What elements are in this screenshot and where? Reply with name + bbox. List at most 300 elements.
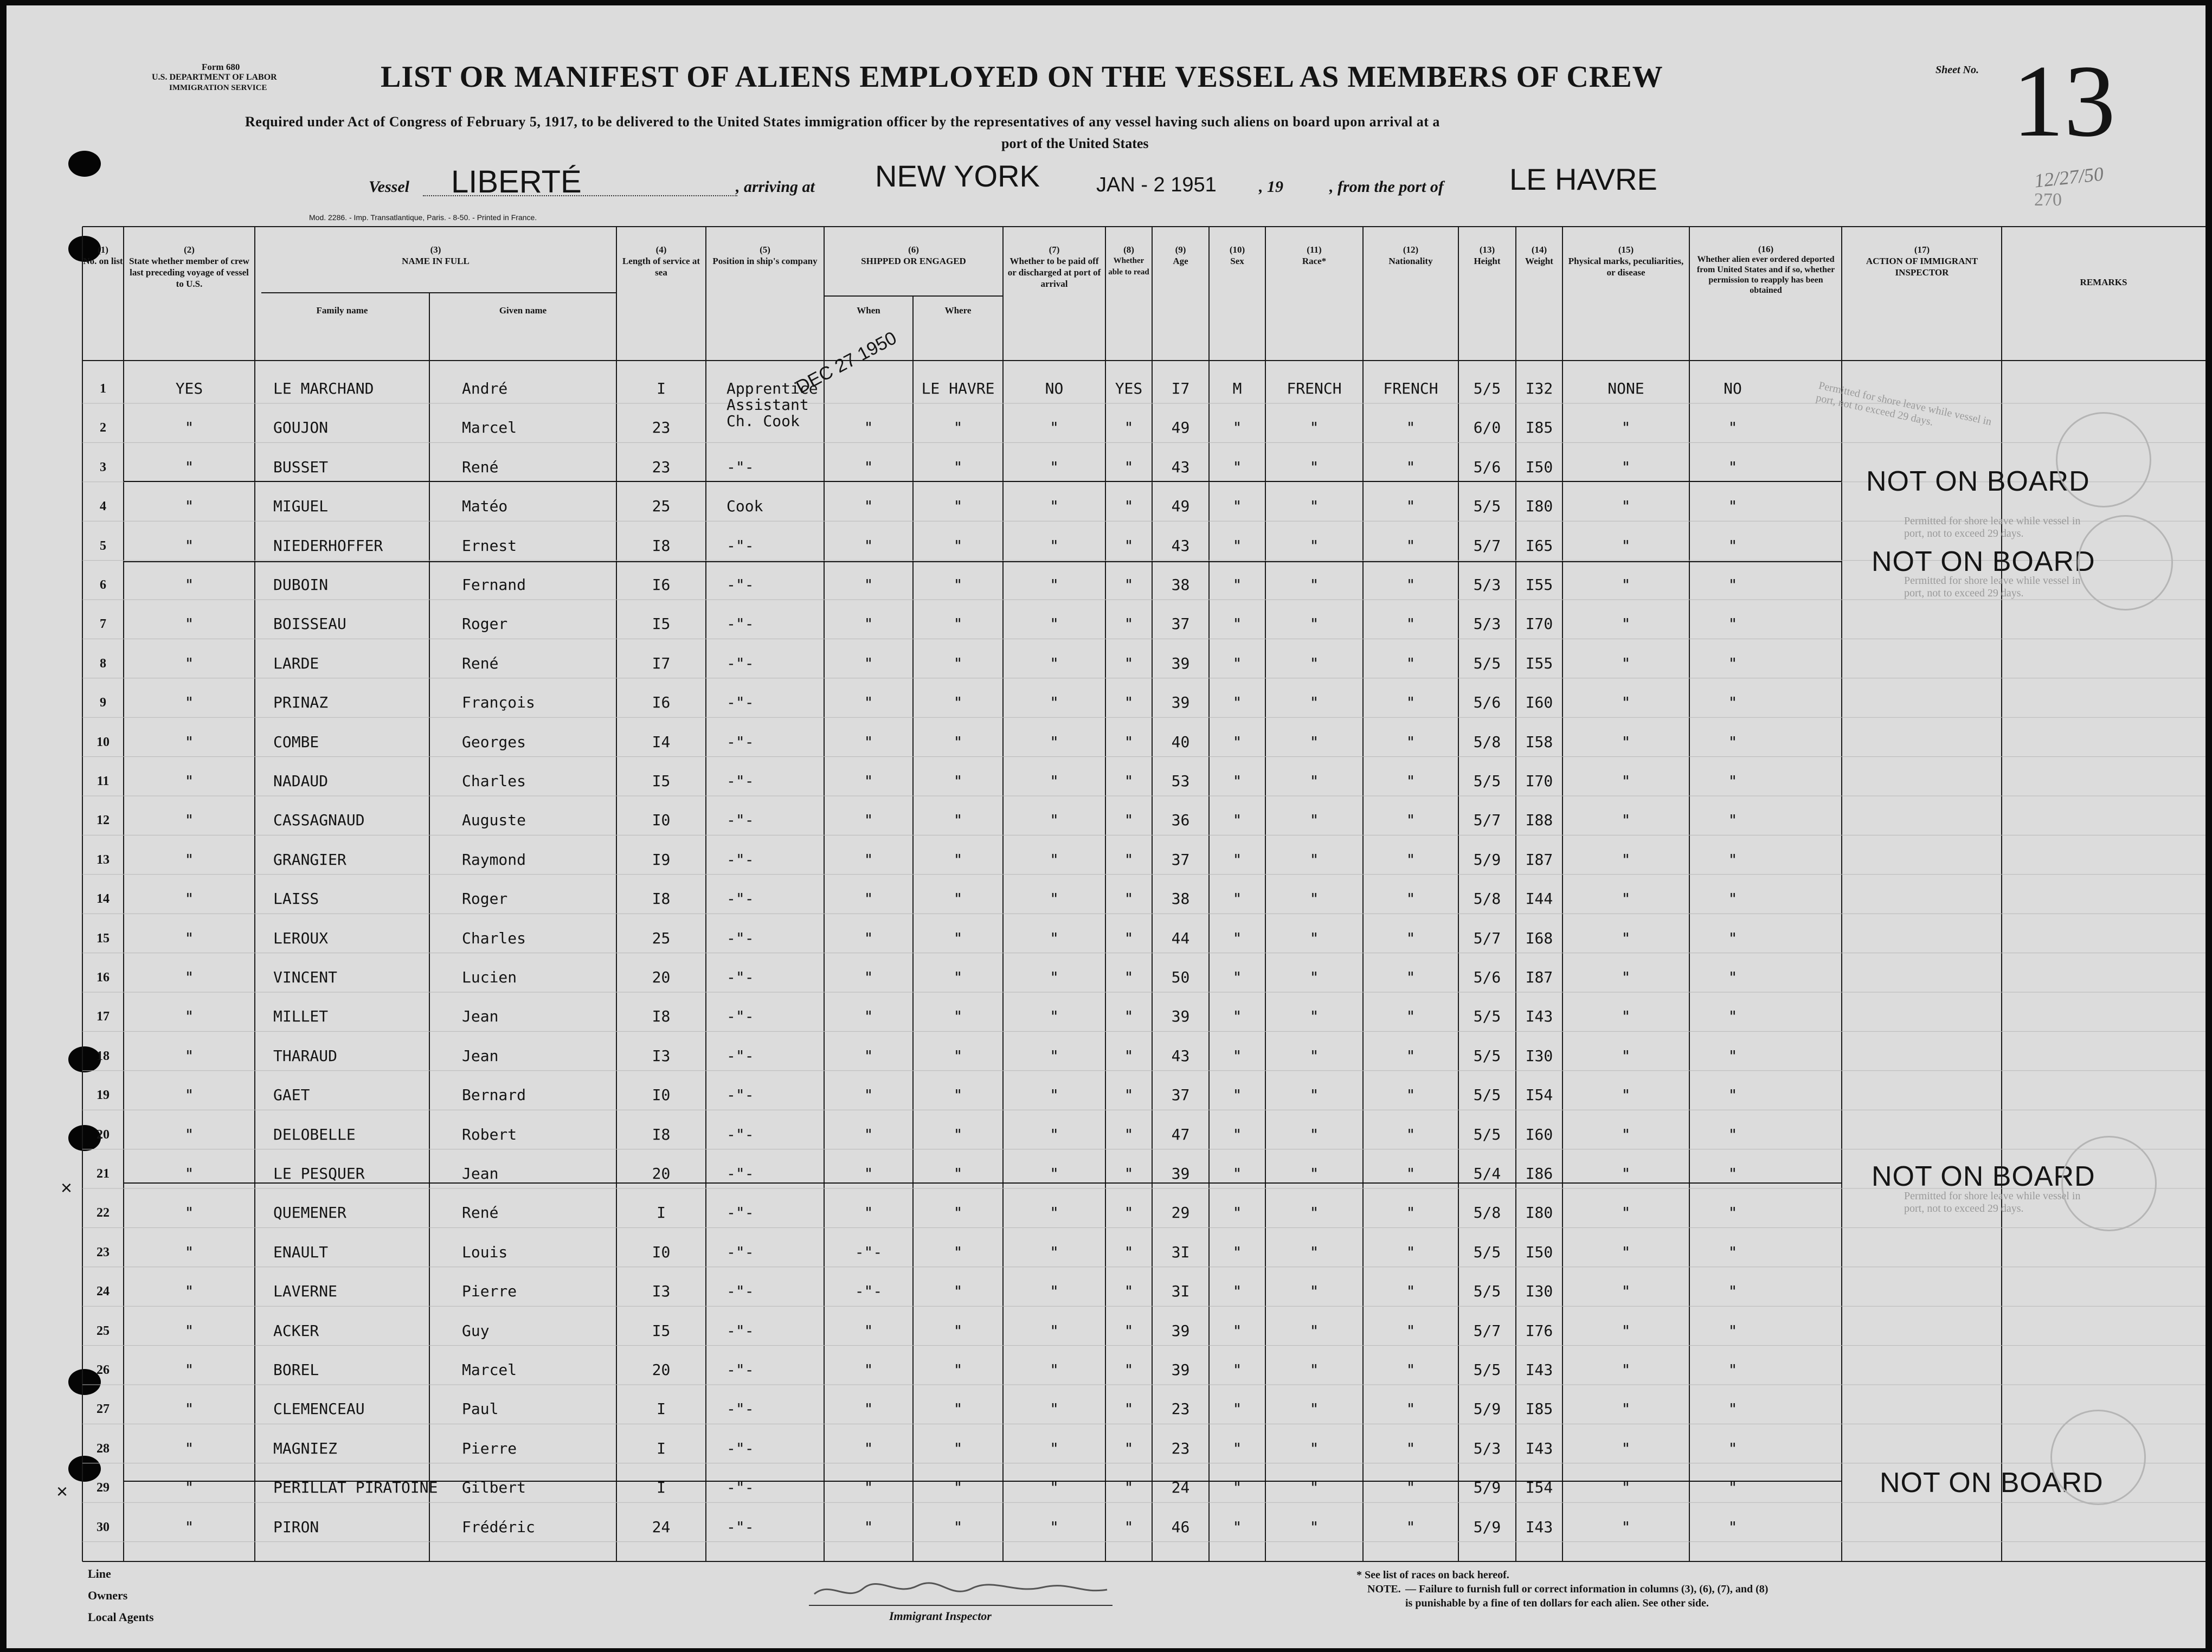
cell-given-name: Jean (462, 1046, 499, 1065)
cell-service-length: 20 (652, 1165, 671, 1182)
cell-deported: " (1728, 1046, 1738, 1065)
inspector-signature (809, 1578, 1113, 1606)
cell-shipped-when: " (864, 1518, 873, 1536)
cell-given-name: Charles (462, 929, 526, 947)
cell-shipped-where: " (953, 1046, 963, 1065)
cell-deported: " (1728, 654, 1738, 672)
cell-family-name: DUBOIN (273, 576, 329, 594)
cell-crew-member: " (184, 772, 194, 790)
cell-service-length: I5 (652, 772, 671, 790)
cell-sex: " (1232, 1165, 1242, 1182)
cell-deported: " (1728, 1243, 1738, 1261)
cell-shipped-when: -"- (854, 1243, 883, 1261)
col-header-paid-off: (7) Whether to be paid off or discharged at port of arrival (1007, 245, 1101, 289)
cell-family-name: PIRON (273, 1518, 319, 1536)
cell-deported: " (1728, 772, 1738, 790)
cell-service-length: I0 (652, 1243, 671, 1261)
row-number: 6 (100, 578, 106, 592)
cell-deported: " (1728, 1282, 1738, 1301)
cell-sex: " (1232, 654, 1242, 672)
cell-physical-marks: " (1621, 1518, 1631, 1536)
cell-race: " (1309, 576, 1319, 594)
sheet-number: 13 (2012, 44, 2115, 158)
cell-shipped-where: " (953, 811, 963, 830)
cell-sex: " (1232, 1007, 1242, 1026)
cell-age: 39 (1171, 1321, 1190, 1340)
cell-family-name: LE MARCHAND (273, 380, 374, 397)
cell-given-name: Frédéric (462, 1518, 535, 1536)
cell-shipped-when: " (864, 458, 873, 476)
cell-given-name: René (462, 1204, 499, 1222)
cell-paid-off: " (1050, 458, 1059, 476)
cell-deported: " (1728, 1125, 1738, 1143)
cell-family-name: ENAULT (273, 1243, 329, 1261)
col-header-race: (11) Race* (1302, 245, 1327, 266)
cell-race: " (1309, 693, 1319, 712)
footer-line-label: Line (88, 1567, 111, 1580)
cell-crew-member: " (184, 576, 194, 594)
cell-paid-off: " (1050, 654, 1059, 672)
cell-shipped-where: " (953, 1125, 963, 1143)
cell-position: -"- (726, 772, 754, 790)
cell-crew-member: " (184, 890, 194, 908)
cell-deported: " (1728, 497, 1738, 516)
cell-age: 29 (1171, 1204, 1190, 1222)
cell-deported: " (1728, 1400, 1738, 1418)
cell-age: 50 (1171, 968, 1190, 986)
cell-shipped-where: " (953, 890, 963, 908)
cell-shipped-when: " (864, 811, 873, 830)
row-number: 26 (97, 1363, 110, 1377)
cell-crew-member: " (184, 968, 194, 986)
note-text-2: is punishable by a fine of ten dollars for each alien. See other side. (1405, 1597, 1709, 1609)
cell-family-name: MIGUEL (273, 497, 329, 516)
cell-weight: I50 (1525, 458, 1553, 476)
cell-age: 39 (1171, 654, 1190, 672)
cell-weight: I87 (1525, 850, 1553, 869)
cell-nationality: " (1406, 1518, 1416, 1536)
cell-able-to-read: " (1124, 850, 1134, 869)
cell-nationality: " (1406, 929, 1416, 947)
cell-race: " (1309, 419, 1319, 437)
cell-given-name: Jean (462, 1007, 499, 1026)
cell-shipped-when: " (864, 693, 873, 712)
seal-circle-3 (2061, 1136, 2157, 1231)
cell-paid-off: " (1050, 419, 1059, 437)
cell-shipped-where: " (953, 929, 963, 947)
cell-crew-member: " (184, 1165, 194, 1182)
cell-shipped-when: " (864, 1361, 873, 1379)
cell-shipped-when: " (864, 1007, 873, 1026)
cell-physical-marks: " (1621, 536, 1631, 555)
cell-able-to-read: " (1124, 890, 1134, 908)
cell-shipped-where: " (953, 1086, 963, 1104)
cell-able-to-read: " (1124, 1165, 1134, 1182)
vessel-label: Vessel (369, 178, 409, 196)
cell-height: 5/5 (1473, 1007, 1501, 1026)
cell-height: 5/3 (1473, 615, 1501, 633)
row-number: 12 (97, 813, 110, 828)
cell-service-length: I (657, 1479, 666, 1497)
cell-race: " (1309, 654, 1319, 672)
cell-weight: I87 (1525, 968, 1553, 986)
col-header-family: Family name (316, 305, 368, 316)
col-header-service: (4) Length of service at sea (622, 245, 700, 278)
row-number: 1 (100, 382, 106, 396)
signature-scrawl (809, 1578, 1113, 1605)
cell-weight: I44 (1525, 890, 1553, 908)
cell-service-length: I7 (652, 654, 671, 672)
cell-position: Apprentice (726, 380, 818, 397)
cell-paid-off: " (1050, 536, 1059, 555)
cell-paid-off: " (1050, 968, 1059, 986)
cell-nationality: " (1406, 1321, 1416, 1340)
cell-nationality: " (1406, 1204, 1416, 1222)
cell-weight: I85 (1525, 419, 1553, 437)
arriving-port: NEW YORK (875, 159, 1040, 193)
cell-able-to-read: " (1124, 1204, 1134, 1222)
cell-deported: " (1728, 419, 1738, 437)
cell-age: 39 (1171, 693, 1190, 712)
cell-race: " (1309, 929, 1319, 947)
cell-race: " (1309, 890, 1319, 908)
cell-deported: " (1728, 1204, 1738, 1222)
cell-race: " (1309, 1400, 1319, 1418)
row-number: 17 (97, 1010, 110, 1024)
cell-crew-member: YES (175, 380, 203, 397)
cell-shipped-where: " (953, 1518, 963, 1536)
row-number: 7 (100, 617, 106, 632)
cell-physical-marks: " (1621, 576, 1631, 594)
footer-agents-label: Local Agents (88, 1610, 154, 1624)
form-subtitle-2: port of the United States (1001, 136, 1149, 151)
cell-shipped-where: " (953, 1400, 963, 1418)
cell-age: 40 (1171, 732, 1190, 751)
cell-physical-marks: " (1621, 615, 1631, 633)
cell-service-length: I0 (652, 811, 671, 830)
not-on-board-stamp-3: NOT ON BOARD (1872, 1161, 2095, 1192)
cell-paid-off: " (1050, 890, 1059, 908)
cell-given-name: Roger (462, 615, 508, 633)
cell-position: -"- (726, 1165, 754, 1182)
sheet-label: Sheet No. (1935, 64, 1979, 76)
cell-family-name: GRANGIER (273, 850, 346, 869)
cell-family-name: NADAUD (273, 772, 329, 790)
cell-paid-off: " (1050, 1439, 1059, 1457)
cell-race: " (1309, 1243, 1319, 1261)
cell-height: 5/9 (1473, 1479, 1501, 1497)
cell-deported: " (1728, 929, 1738, 947)
cell-shipped-where: " (953, 1479, 963, 1497)
cell-physical-marks: " (1621, 1321, 1631, 1340)
cell-shipped-where: " (953, 693, 963, 712)
cell-age: 43 (1171, 536, 1190, 555)
cell-service-length: I6 (652, 693, 671, 712)
cell-family-name: LARDE (273, 654, 319, 672)
cell-weight: I88 (1525, 811, 1553, 830)
col-header-crew: (2) State whether member of crew last preceding voyage of vessel to U.S. (129, 245, 249, 289)
row-number: 2 (100, 421, 106, 435)
cell-age: I7 (1171, 380, 1190, 397)
col-header-read: (8) Whether able to read (1108, 245, 1149, 277)
cell-given-name: Louis (462, 1243, 508, 1261)
cell-crew-member: " (184, 615, 194, 633)
cell-position: -"- (726, 850, 754, 869)
note-label: NOTE. (1367, 1583, 1401, 1595)
col-header-age: (9) Age (1173, 245, 1188, 266)
cell-family-name: QUEMENER (273, 1204, 346, 1222)
row-number: 30 (97, 1520, 110, 1534)
cell-service-length: I5 (652, 1321, 671, 1340)
cell-height: 5/6 (1473, 968, 1501, 986)
shore-leave-stamp-2: Permitted for shore leave while vessel in port, not to exceed 29 days. (1904, 515, 2081, 539)
cell-height: 5/5 (1473, 1243, 1501, 1261)
cell-age: 46 (1171, 1518, 1190, 1536)
footer-owners-label: Owners (88, 1589, 128, 1602)
cell-sex: " (1232, 811, 1242, 830)
cell-physical-marks: " (1621, 1007, 1631, 1026)
cell-deported: " (1728, 732, 1738, 751)
cell-weight: I43 (1525, 1518, 1553, 1536)
not-on-board-stamp-1: NOT ON BOARD (1866, 466, 2090, 497)
cell-position: -"- (726, 1282, 754, 1301)
cell-family-name: GAET (273, 1086, 310, 1104)
cell-family-name: PRINAZ (273, 693, 329, 712)
cell-crew-member: " (184, 811, 194, 830)
cell-family-name: GOUJON (273, 419, 329, 437)
col-header-nationality: (12) Nationality (1388, 245, 1433, 266)
cell-given-name: Gilbert (462, 1479, 526, 1497)
cell-paid-off: " (1050, 1400, 1059, 1418)
cell-physical-marks: " (1621, 497, 1631, 516)
cell-weight: I70 (1525, 772, 1553, 790)
cell-weight: I60 (1525, 693, 1553, 712)
cell-family-name: LAVERNE (273, 1282, 338, 1301)
cell-deported: " (1728, 1086, 1738, 1104)
cell-shipped-when: " (864, 968, 873, 986)
col-header-position: (5) Position in ship's company (712, 245, 818, 266)
cell-family-name: VINCENT (273, 968, 338, 986)
cell-given-name: Auguste (462, 811, 526, 830)
cell-shipped-when: " (864, 654, 873, 672)
cell-nationality: " (1406, 419, 1416, 437)
cell-crew-member: " (184, 1400, 194, 1418)
cell-physical-marks: " (1621, 458, 1631, 476)
cell-position: -"- (726, 1479, 754, 1497)
cell-weight: I55 (1525, 654, 1553, 672)
cell-physical-marks: " (1621, 850, 1631, 869)
row-number: 27 (97, 1402, 110, 1417)
cell-crew-member: " (184, 1479, 194, 1497)
cell-crew-member: " (184, 1518, 194, 1536)
cell-height: 5/7 (1473, 811, 1501, 830)
cell-physical-marks: " (1621, 732, 1631, 751)
cell-shipped-when: " (864, 419, 873, 437)
cell-able-to-read: " (1124, 772, 1134, 790)
cell-position: -"- (726, 1400, 754, 1418)
manifest-sheet (7, 5, 2205, 1648)
cell-sex: " (1232, 1125, 1242, 1143)
cell-height: 5/5 (1473, 1086, 1501, 1104)
cell-nationality: " (1406, 458, 1416, 476)
cell-able-to-read: YES (1115, 380, 1143, 397)
cell-weight: I68 (1525, 929, 1553, 947)
cell-race: " (1309, 1204, 1319, 1222)
cell-age: 44 (1171, 929, 1190, 947)
inspector-label: Immigrant Inspector (889, 1609, 992, 1623)
cell-race: " (1309, 850, 1319, 869)
cell-shipped-where: " (953, 1321, 963, 1340)
cell-service-length: I (657, 1439, 666, 1457)
cell-shipped-where: " (953, 1282, 963, 1301)
cell-paid-off: " (1050, 772, 1059, 790)
cell-shipped-when: " (864, 1125, 873, 1143)
cell-nationality: " (1406, 1125, 1416, 1143)
cell-position: -"- (726, 693, 754, 712)
cell-nationality: " (1406, 1479, 1416, 1497)
cell-able-to-read: " (1124, 1518, 1134, 1536)
not-on-board-stamp-4: NOT ON BOARD (1880, 1467, 2104, 1499)
cell-able-to-read: " (1124, 497, 1134, 516)
cell-deported: " (1728, 536, 1738, 555)
cell-shipped-when: " (864, 1165, 873, 1182)
cell-shipped-when: " (864, 929, 873, 947)
cell-sex: " (1232, 732, 1242, 751)
cell-paid-off: " (1050, 732, 1059, 751)
cell-shipped-when: " (864, 772, 873, 790)
cell-shipped-where: " (953, 1204, 963, 1222)
cell-physical-marks: " (1621, 772, 1631, 790)
cell-service-length: I (657, 380, 666, 397)
cell-sex: " (1232, 929, 1242, 947)
seal-circle-2 (2078, 515, 2173, 610)
cell-race: " (1309, 732, 1319, 751)
row-number: 19 (97, 1088, 110, 1103)
cell-family-name: THARAUD (273, 1046, 338, 1065)
cell-age: 38 (1171, 890, 1190, 908)
shore-leave-stamp-4: Permitted for shore leave while vessel in port, not to exceed 29 days. (1904, 1190, 2081, 1214)
cell-paid-off: " (1050, 576, 1059, 594)
cell-given-name: René (462, 654, 499, 672)
cell-position: -"- (726, 732, 754, 751)
form-subtitle: Required under Act of Congress of February 5, 1917, to be delivered to the United States immigration officer by the representatives of any vessel having such aliens on board upon arrival at a (245, 114, 1440, 130)
cell-physical-marks: " (1621, 968, 1631, 986)
row-number: 24 (97, 1284, 110, 1299)
cell-physical-marks: " (1621, 693, 1631, 712)
cell-position: Assistant Ch. Cook (726, 396, 809, 430)
cell-able-to-read: " (1124, 693, 1134, 712)
cell-race: " (1309, 1479, 1319, 1497)
cell-weight: I70 (1525, 615, 1553, 633)
cell-height: 5/3 (1473, 576, 1501, 594)
cell-nationality: " (1406, 1243, 1416, 1261)
cell-shipped-where: " (953, 576, 963, 594)
cell-nationality: " (1406, 1282, 1416, 1301)
cell-race: " (1309, 497, 1319, 516)
cell-age: 24 (1171, 1479, 1190, 1497)
cell-weight: I54 (1525, 1086, 1553, 1104)
col-header-sex: (10) Sex (1229, 245, 1245, 266)
cell-family-name: MILLET (273, 1007, 329, 1026)
cell-shipped-where: " (953, 536, 963, 555)
col-header-where: Where (944, 305, 972, 316)
cell-able-to-read: " (1124, 1361, 1134, 1379)
col-header-no: (1) No. on list (83, 245, 123, 266)
cell-crew-member: " (184, 536, 194, 555)
cell-height: 5/5 (1473, 1361, 1501, 1379)
cell-deported: " (1728, 576, 1738, 594)
cell-sex: " (1232, 1479, 1242, 1497)
cell-crew-member: " (184, 1125, 194, 1143)
cell-shipped-where: " (953, 850, 963, 869)
cell-height: 6/0 (1473, 419, 1501, 437)
col-header-when: When (857, 305, 880, 316)
cell-height: 5/6 (1473, 458, 1501, 476)
col-header-marks: (15) Physical marks, peculiarities, or disease (1568, 245, 1684, 278)
row-number: 21 (97, 1167, 110, 1181)
cell-shipped-when: " (864, 1400, 873, 1418)
row-number: 13 (97, 852, 110, 867)
cell-given-name: Pierre (462, 1282, 517, 1301)
cell-paid-off: " (1050, 929, 1059, 947)
cell-shipped-when: " (864, 1479, 873, 1497)
cell-age: 23 (1171, 1439, 1190, 1457)
cell-height: 5/9 (1473, 1400, 1501, 1418)
cell-age: 49 (1171, 497, 1190, 516)
cell-sex: " (1232, 497, 1242, 516)
cell-height: 5/5 (1473, 654, 1501, 672)
cell-service-length: 25 (652, 497, 671, 516)
cell-nationality: " (1406, 576, 1416, 594)
cell-crew-member: " (184, 1046, 194, 1065)
cell-weight: I30 (1525, 1046, 1553, 1065)
cell-age: 37 (1171, 615, 1190, 633)
cell-age: 3I (1171, 1243, 1190, 1261)
cell-physical-marks: " (1621, 1086, 1631, 1104)
cell-crew-member: " (184, 1321, 194, 1340)
cell-position: -"- (726, 536, 754, 555)
cell-able-to-read: " (1124, 576, 1134, 594)
handwritten-reference: 12/27/50 (2033, 163, 2105, 192)
cell-paid-off: " (1050, 1243, 1059, 1261)
cell-position: -"- (726, 890, 754, 908)
cell-paid-off: " (1050, 1086, 1059, 1104)
cell-shipped-when: " (864, 732, 873, 751)
cell-crew-member: " (184, 458, 194, 476)
cell-service-length: I5 (652, 615, 671, 633)
cell-race: " (1309, 1165, 1319, 1182)
cell-able-to-read: " (1124, 654, 1134, 672)
cell-age: 38 (1171, 576, 1190, 594)
cell-position: -"- (726, 1439, 754, 1457)
cell-family-name: LAISS (273, 890, 319, 908)
cell-family-name: MAGNIEZ (273, 1439, 338, 1457)
cell-weight: I60 (1525, 1125, 1553, 1143)
cell-physical-marks: " (1621, 811, 1631, 830)
cell-paid-off: " (1050, 1007, 1059, 1026)
cell-nationality: " (1406, 1007, 1416, 1026)
cell-height: 5/5 (1473, 772, 1501, 790)
races-note: * See list of races on back hereof. (1356, 1569, 1509, 1581)
cell-paid-off: " (1050, 1479, 1059, 1497)
cell-shipped-when: " (864, 1321, 873, 1340)
cell-service-length: 24 (652, 1518, 671, 1536)
cell-nationality: " (1406, 732, 1416, 751)
form-title: LIST OR MANIFEST OF ALIENS EMPLOYED ON THE VESSEL AS MEMBERS OF CREW (381, 60, 1663, 94)
cell-sex: " (1232, 1204, 1242, 1222)
cell-weight: I50 (1525, 1243, 1553, 1261)
cell-sex: " (1232, 1282, 1242, 1301)
